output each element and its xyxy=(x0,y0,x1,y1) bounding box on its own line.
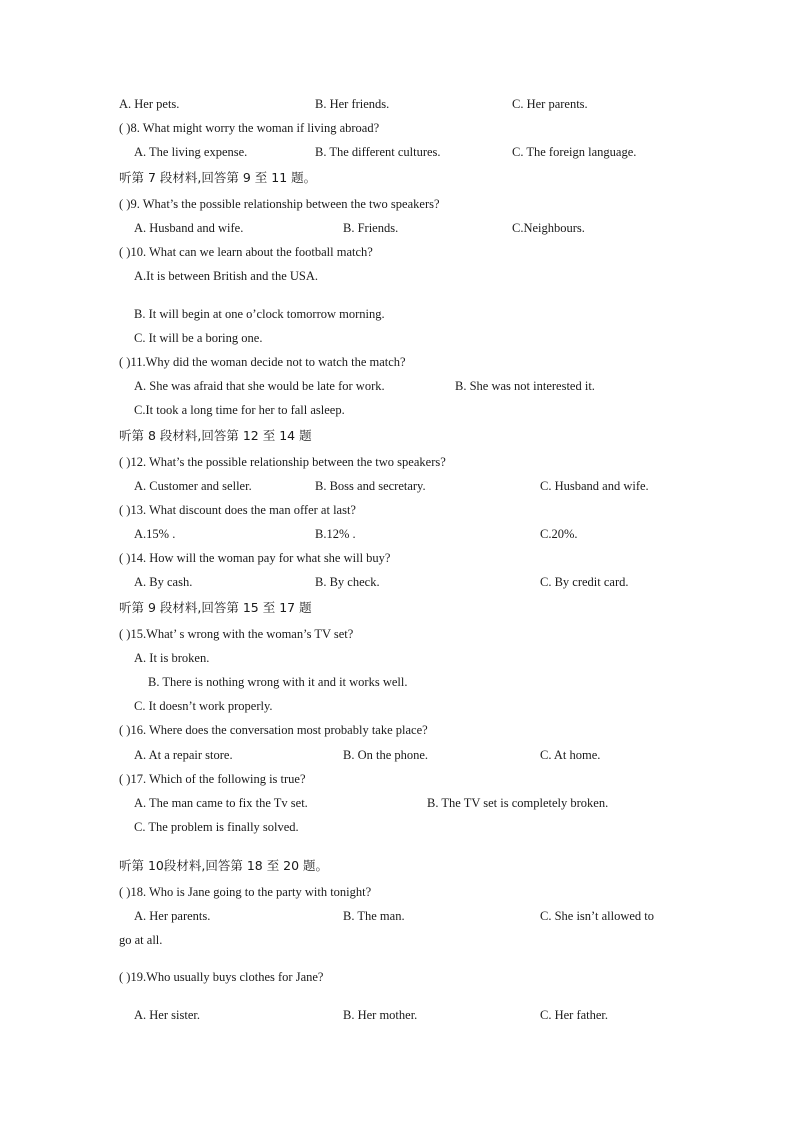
option-text: B. Her mother. xyxy=(343,1008,418,1022)
question-text: ( )17. Which of the following is true? xyxy=(119,772,306,786)
question-text: ( )12. What’s the possible relationship between the two speakers? xyxy=(119,455,446,469)
option-text: C. Husband and wife. xyxy=(540,479,649,493)
option-text: A.It is between British and the USA. xyxy=(134,269,319,283)
option-text: B. She was not interested it. xyxy=(455,379,595,393)
option-text: B. There is nothing wrong with it and it works well. xyxy=(148,675,408,689)
option-text: C. It will be a boring one. xyxy=(134,331,263,345)
question-text: ( )9. What’s the possible relationship between the two speakers? xyxy=(119,197,440,211)
option-text: B. On the phone. xyxy=(343,748,429,762)
option-text: A.15% . xyxy=(134,527,176,541)
option-text: B. It will begin at one o’clock tomorrow morning. xyxy=(134,307,385,321)
option-text: A. Her pets. xyxy=(119,97,180,111)
option-text: C. It doesn’t work properly. xyxy=(134,699,273,713)
option-text: go at all. xyxy=(119,933,163,947)
option-text: C. By credit card. xyxy=(540,575,629,589)
section-heading: 听第 9 段材料,回答第 15 至 17 题 xyxy=(119,600,312,615)
option-text: C.20%. xyxy=(540,527,578,541)
option-text: A. The living expense. xyxy=(134,145,248,159)
option-text: B. Friends. xyxy=(343,221,399,235)
option-text: C. At home. xyxy=(540,748,601,762)
question-text: ( )19.Who usually buys clothes for Jane? xyxy=(119,970,324,984)
section-heading: 听第 10段材料,回答第 18 至 20 题。 xyxy=(119,858,329,873)
option-text: B.12% . xyxy=(315,527,356,541)
option-text: A. Husband and wife. xyxy=(134,221,244,235)
option-text: A. It is broken. xyxy=(134,651,210,665)
option-text: B. The man. xyxy=(343,909,405,923)
question-text: ( )16. Where does the conversation most probably take place? xyxy=(119,723,428,737)
section-heading: 听第 7 段材料,回答第 9 至 11 题。 xyxy=(119,170,317,185)
option-text: C. Her parents. xyxy=(512,97,588,111)
option-text: A. Customer and seller. xyxy=(134,479,252,493)
option-text: B. The TV set is completely broken. xyxy=(427,796,609,810)
section-heading: 听第 8 段材料,回答第 12 至 14 题 xyxy=(119,428,312,443)
question-text: ( )13. What discount does the man offer at last? xyxy=(119,503,356,517)
option-text: A. She was afraid that she would be late for work. xyxy=(134,379,385,393)
option-text: C. She isn’t allowed to xyxy=(540,909,655,923)
question-text: ( )14. How will the woman pay for what she will buy? xyxy=(119,551,391,565)
option-text: A. Her parents. xyxy=(134,909,211,923)
option-text: C. The problem is finally solved. xyxy=(134,820,299,834)
question-text: ( )8. What might worry the woman if living abroad? xyxy=(119,121,380,135)
option-text: C.It took a long time for her to fall asleep. xyxy=(134,403,345,417)
option-text: B. By check. xyxy=(315,575,380,589)
option-text: C.Neighbours. xyxy=(512,221,585,235)
option-text: A. The man came to fix the Tv set. xyxy=(134,796,308,810)
option-text: A. Her sister. xyxy=(134,1008,200,1022)
option-text: B. Boss and secretary. xyxy=(315,479,426,493)
question-text: ( )11.Why did the woman decide not to watch the match? xyxy=(119,355,406,369)
question-text: ( )10. What can we learn about the football match? xyxy=(119,245,373,259)
question-text: ( )18. Who is Jane going to the party with tonight? xyxy=(119,885,372,899)
option-text: B. The different cultures. xyxy=(315,145,441,159)
question-text: ( )15.What’ s wrong with the woman’s TV set? xyxy=(119,627,354,641)
option-text: C. The foreign language. xyxy=(512,145,637,159)
option-text: A. By cash. xyxy=(134,575,193,589)
option-text: B. Her friends. xyxy=(315,97,390,111)
option-text: A. At a repair store. xyxy=(134,748,233,762)
option-text: C. Her father. xyxy=(540,1008,609,1022)
